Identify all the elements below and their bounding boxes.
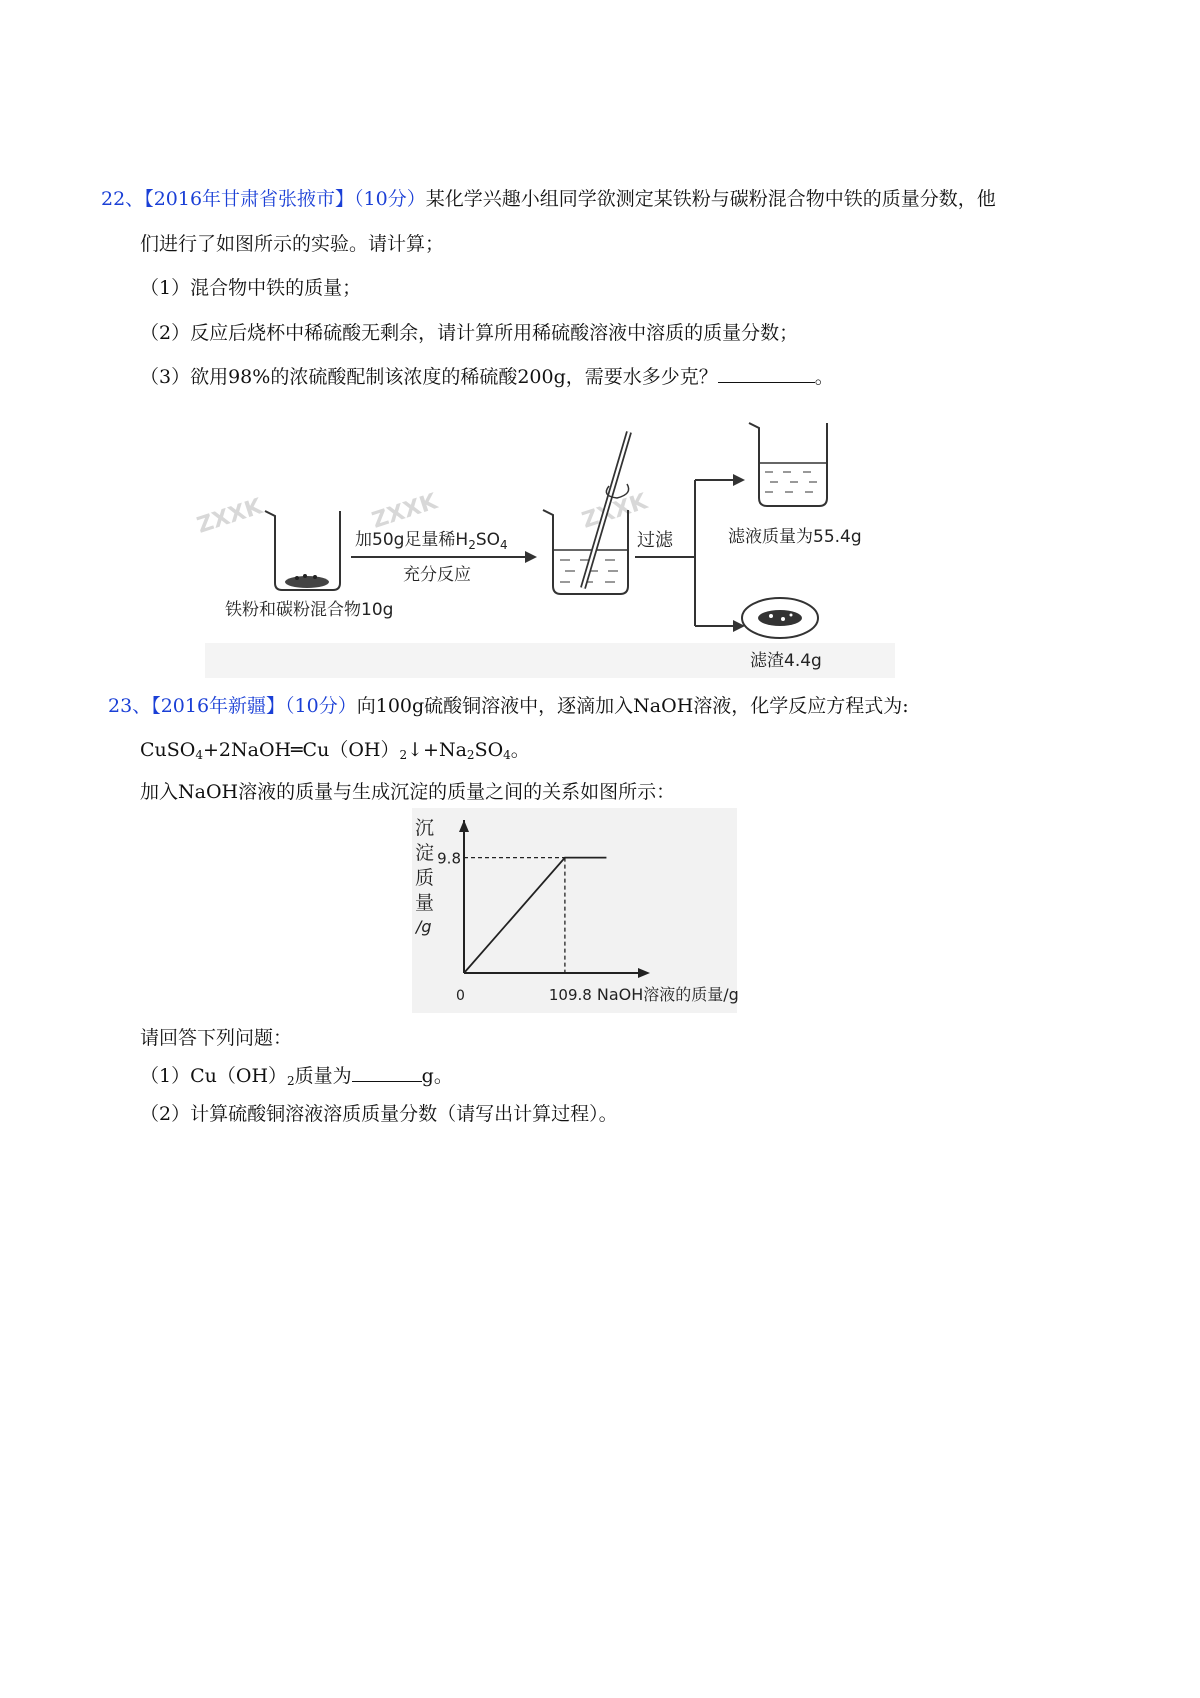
- precipitate-chart: [412, 808, 737, 1013]
- arrow-react: [351, 551, 537, 563]
- q22-sub3: [140, 364, 834, 390]
- beaker-powder: [265, 511, 340, 590]
- eq-sub-b: 2: [399, 748, 408, 762]
- y-label-char: 量: [415, 892, 435, 914]
- eq-sub-a: 4: [195, 748, 204, 762]
- x-tick-label: 109.8: [548, 986, 592, 1004]
- q22-sub3-end: 。: [814, 366, 834, 388]
- eq-part-c: ↓+Na: [407, 739, 467, 761]
- start-label: 铁粉和碳粉混合物10g: [225, 600, 394, 620]
- q23-sub1-sub: 2: [287, 1074, 295, 1088]
- eq-part-a: CuSO: [140, 739, 196, 761]
- q23-sub1-b: 质量为: [294, 1065, 352, 1087]
- q23-sub1: [140, 1063, 453, 1094]
- q22-sub3-text: （3）欲用98%的浓硫酸配制该浓度的稀硫酸200g，需要水多少克？: [140, 366, 718, 388]
- arrow-filter: [635, 474, 745, 632]
- answer-blank[interactable]: [718, 364, 815, 383]
- q23-sub1-c: g。: [421, 1065, 453, 1087]
- y-label-unit: /g: [416, 917, 432, 936]
- filter-label: 过滤: [637, 530, 673, 551]
- eq-sub-c: 2: [466, 748, 475, 762]
- q23-stem-line3: 加入NaOH溶液的质量与生成沉淀的质量之间的关系如图所示：: [140, 781, 676, 803]
- watermark-text-1: ZXXK: [194, 494, 266, 539]
- q22-stem-text: 某化学兴趣小组同学欲测定某铁粉与碳粉混合物中铁的质量分数，他: [425, 188, 996, 210]
- y-tick-label: 9.8: [437, 849, 461, 868]
- beaker-filtrate: [749, 423, 827, 506]
- react-label: 充分反应: [403, 565, 471, 585]
- q23-source: 【2016年新疆】: [151, 695, 286, 717]
- y-label-char: 沉: [415, 817, 435, 839]
- reagent-text-a: 加50g足量稀H: [355, 530, 469, 550]
- q23-sub2: （2）计算硫酸铜溶液溶质质量分数（请写出计算过程）。: [140, 1103, 618, 1125]
- origin-label: 0: [456, 988, 465, 1004]
- q22-sub1: （1）混合物中铁的质量；: [140, 277, 362, 299]
- reagent-label: [355, 530, 508, 552]
- q23-number: 23、: [108, 695, 152, 717]
- q23-equation: [140, 737, 530, 768]
- eq-part-b: +2NaOH═Cu（OH）: [203, 739, 400, 761]
- filtrate-label: 滤液质量为55.4g: [728, 527, 862, 547]
- experiment-figure: [194, 408, 895, 678]
- eq-part-d: SO: [474, 739, 504, 761]
- q22-stem-line2: 们进行了如图所示的实验。请计算；: [140, 233, 445, 255]
- q22-number: 22、: [101, 188, 145, 210]
- reagent-sub-4: 4: [500, 538, 508, 552]
- residue-label: 滤渣4.4g: [750, 651, 822, 671]
- eq-sub-d: 4: [503, 748, 511, 762]
- watermark-text-3: ZXXK: [579, 489, 651, 534]
- y-label-char: 淀: [415, 842, 435, 864]
- y-label-char: 质: [415, 867, 435, 889]
- q22-score: （10分）: [354, 188, 426, 210]
- y-axis-label: [414, 817, 434, 936]
- q23-stem-line1: [108, 693, 909, 719]
- q23-score: （10分）: [285, 695, 357, 717]
- q23-sub1-a: （1）Cu（OH）: [140, 1065, 288, 1087]
- answer-blank[interactable]: [352, 1063, 422, 1082]
- q22-sub2: （2）反应后烧杯中稀硫酸无剩余，请计算所用稀硫酸溶液中溶质的质量分数；: [140, 322, 799, 344]
- q23-stem-text: 向100g硫酸铜溶液中，逐滴加入NaOH溶液，化学反应方程式为:: [356, 695, 909, 717]
- reagent-sub-2: 2: [468, 538, 476, 552]
- q22-stem-line1: [101, 186, 996, 212]
- eq-part-e: 。: [510, 739, 530, 761]
- q22-source: 【2016年甘肃省张掖市】: [144, 188, 355, 210]
- reagent-text-b: SO: [475, 530, 501, 550]
- q23-prompt: 请回答下列问题：: [140, 1027, 293, 1049]
- watermark-text-2: ZXXK: [369, 489, 441, 534]
- x-axis-label: NaOH溶液的质量/g: [596, 985, 739, 1004]
- residue-dish: [742, 598, 818, 638]
